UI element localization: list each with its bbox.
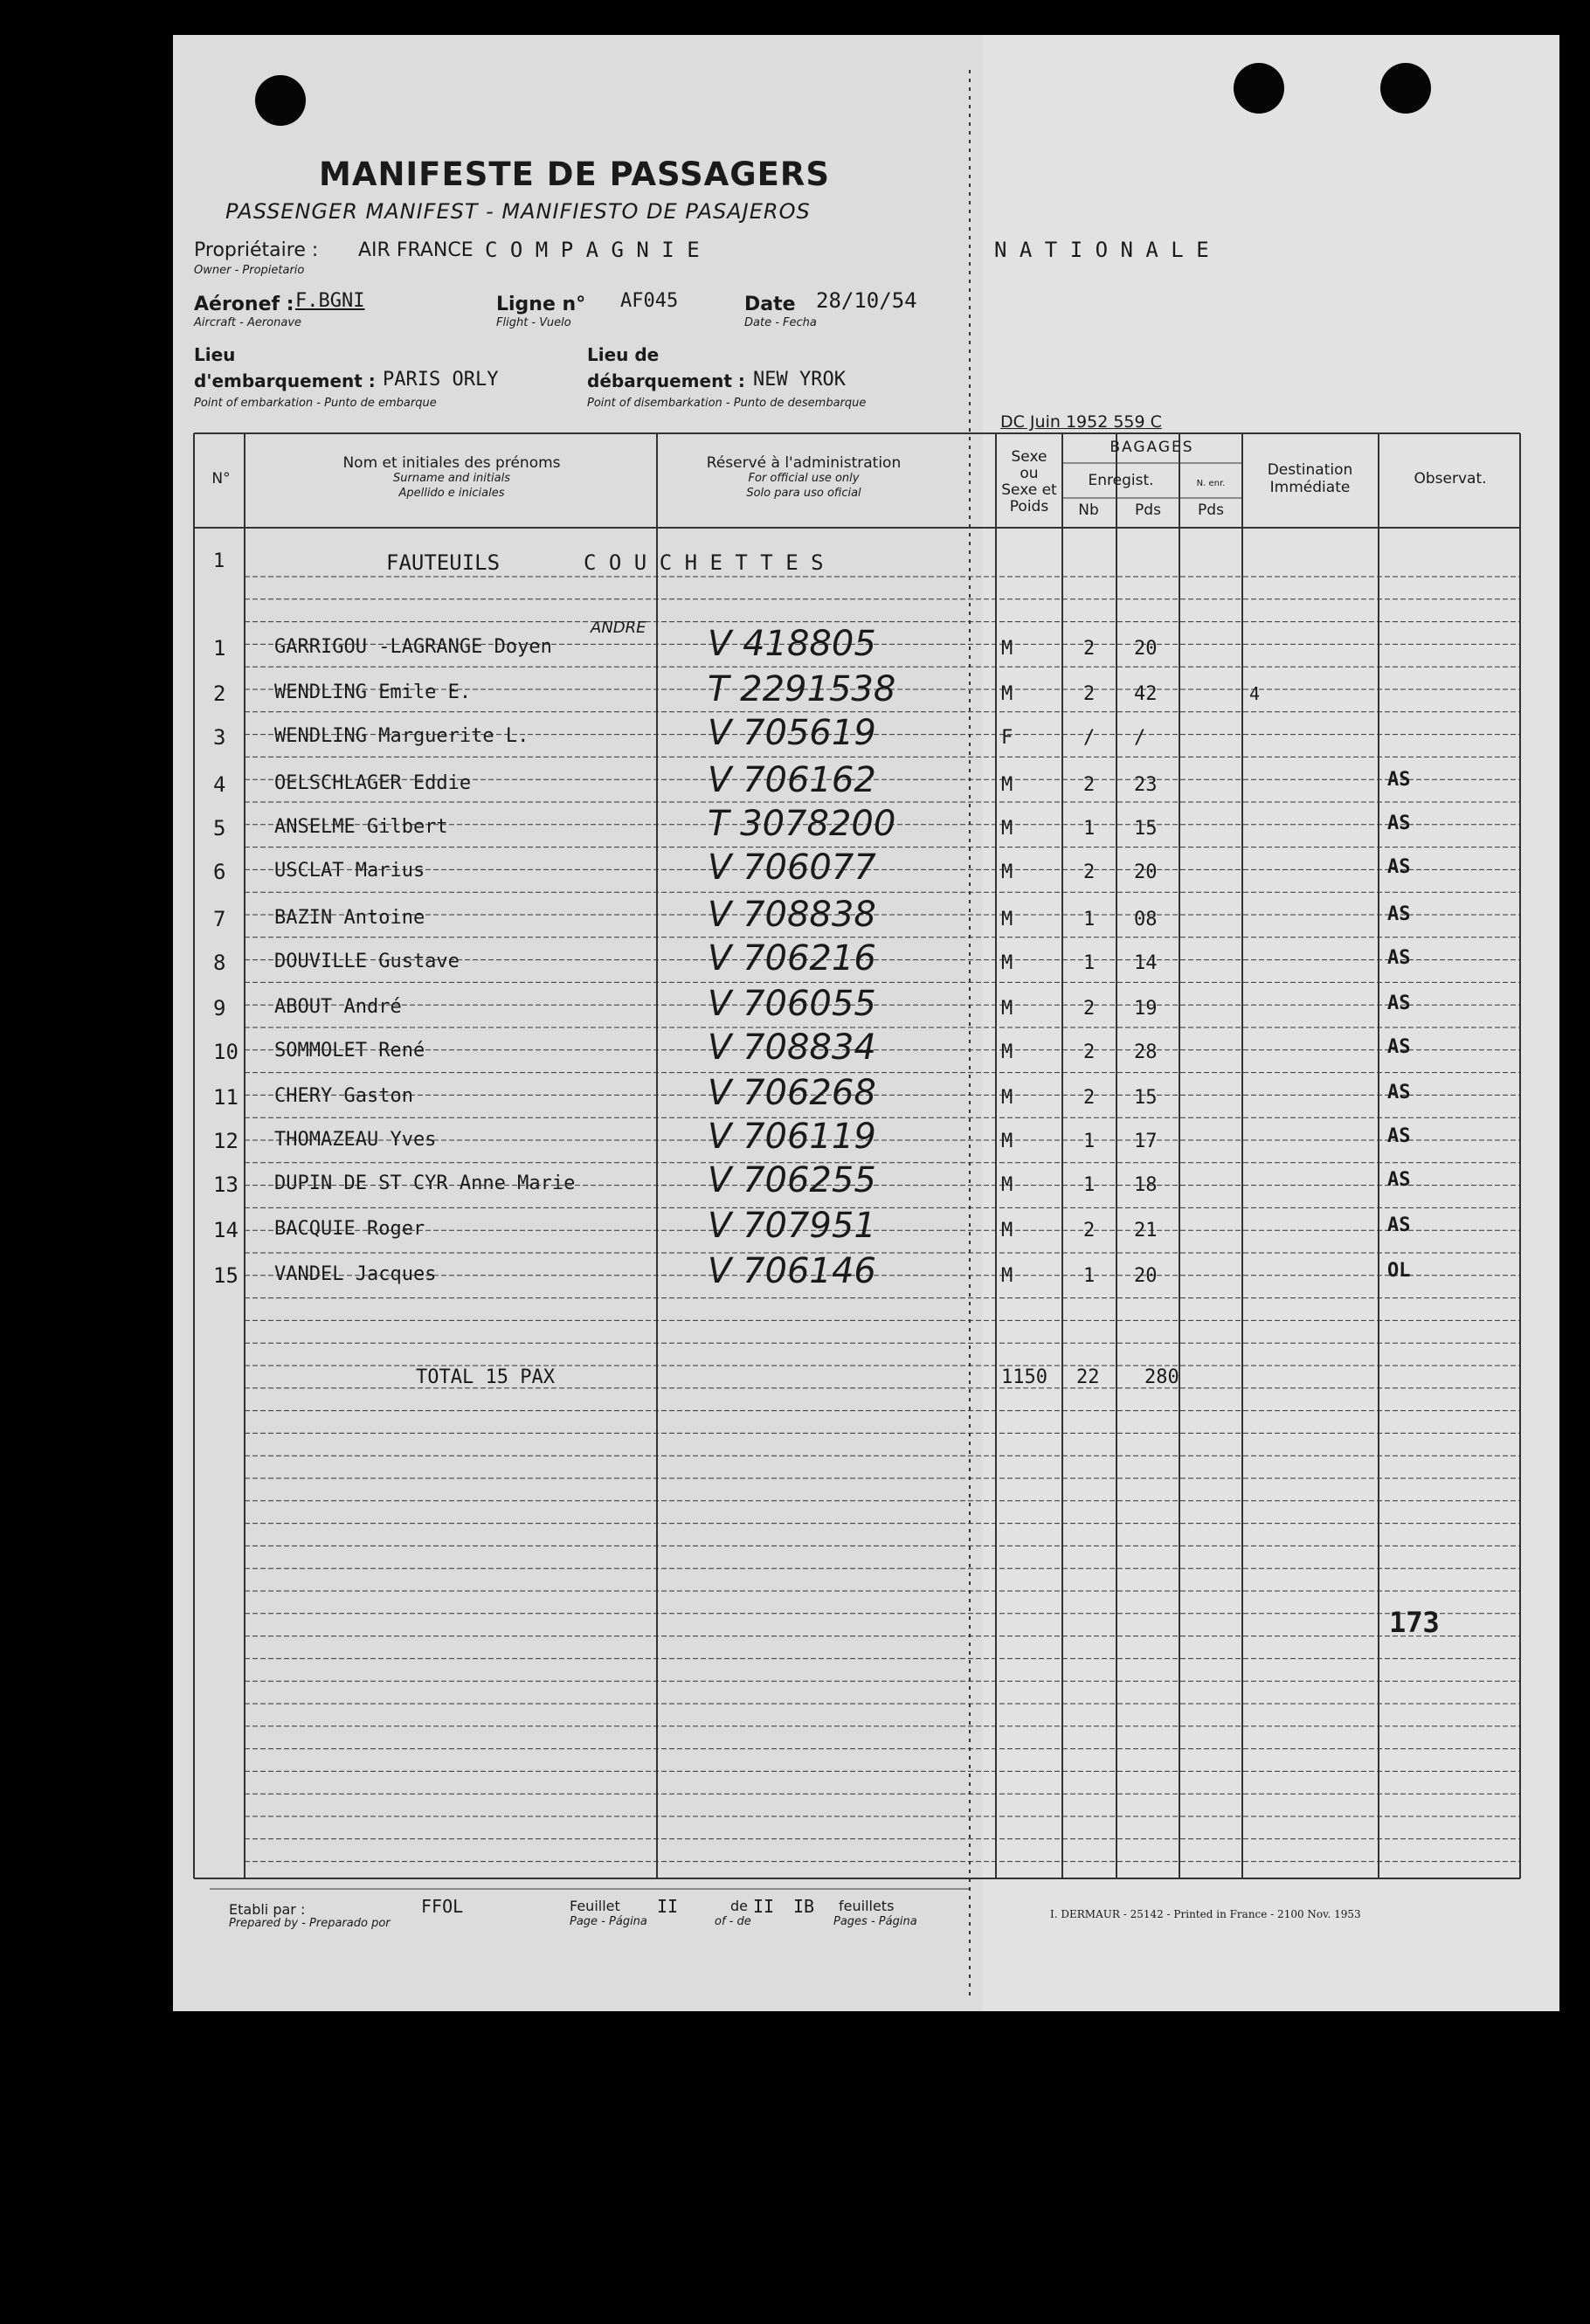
passenger-name: THOMAZEAU Yves <box>274 1129 437 1151</box>
passenger-no: 1 <box>213 636 226 661</box>
col-header-sexe-4: Poids <box>1009 498 1049 515</box>
col-header-sexe-3: Sexe et <box>1001 481 1057 499</box>
passenger-bag-count: 2 <box>1083 998 1096 1020</box>
passenger-annotation: ANDRE <box>591 619 646 637</box>
passenger-bag-weight: 20 <box>1134 1265 1158 1287</box>
passenger-name: OELSCHLAGER Eddie <box>274 772 472 794</box>
passenger-no: 3 <box>213 725 226 750</box>
passenger-bag-count: 1 <box>1083 1174 1096 1196</box>
passenger-sex: M <box>1001 774 1013 796</box>
disembark-sub: Point of disembarkation - Punto de desembarque <box>587 397 867 410</box>
passenger-name: ANSELME Gilbert <box>274 816 448 838</box>
passenger-bag-count: 2 <box>1083 1041 1096 1063</box>
total-nb: 22 <box>1076 1366 1100 1388</box>
passenger-ticket: V 705619 <box>708 713 876 753</box>
passenger-observation: AS <box>1387 1214 1411 1236</box>
passenger-ticket: V 706119 <box>708 1117 876 1157</box>
passenger-bag-weight: 14 <box>1134 952 1158 974</box>
passenger-name: GARRIGOU -LAGRANGE Doyen <box>274 636 552 658</box>
passenger-sex: M <box>1001 861 1013 883</box>
total-pds: 280 <box>1144 1366 1179 1388</box>
passenger-observation: AS <box>1387 813 1411 834</box>
passenger-no: 10 <box>213 1040 238 1064</box>
flight-label: Ligne n° <box>496 294 586 315</box>
sheet-label: Feuillet <box>570 1898 620 1914</box>
passenger-observation: AS <box>1387 1169 1411 1191</box>
embark-label-2: d'embarquement : <box>194 370 376 391</box>
passenger-bag-weight: 17 <box>1134 1131 1158 1152</box>
embark-value: PARIS ORLY <box>383 369 499 391</box>
date-value: 28/10/54 <box>816 288 917 313</box>
col-header-nb: Nb <box>1078 501 1099 519</box>
disembark-label-1: Lieu de <box>587 344 660 365</box>
sheets-label: feuillets <box>839 1898 895 1914</box>
passenger-bag-weight: / <box>1134 727 1146 749</box>
passenger-sex: M <box>1001 638 1013 660</box>
of-sub: of - de <box>715 1915 751 1928</box>
total-label: TOTAL 15 PAX <box>416 1366 555 1388</box>
passenger-ticket: V 706077 <box>708 847 876 888</box>
passenger-name: BAZIN Antoine <box>274 907 425 929</box>
col-header-sexe <box>996 449 1062 515</box>
disembark-value: NEW YROK <box>753 369 846 391</box>
passenger-sex: M <box>1001 1041 1013 1063</box>
passenger-bag-weight: 08 <box>1134 909 1158 930</box>
col-header-admin <box>660 456 948 501</box>
passenger-sex: M <box>1001 1131 1013 1152</box>
printer-imprint: I. DERMAUR - 25142 - Printed in France - 2100 Nov. 1953 <box>1050 1908 1361 1920</box>
owner-value: AIR FRANCE <box>358 239 474 261</box>
of-value: II <box>753 1896 775 1917</box>
passenger-sex: M <box>1001 998 1013 1020</box>
passenger-bag-count: 2 <box>1083 683 1096 705</box>
passenger-bag-weight: 18 <box>1134 1174 1158 1196</box>
passenger-bag-weight: 21 <box>1134 1220 1158 1242</box>
col-header-sexe-1: Sexe <box>1011 448 1047 466</box>
prepared-value: FFOL <box>421 1896 464 1917</box>
owner-value-typed: C O M P A G N I E <box>485 238 700 262</box>
passenger-name: CHERY Gaston <box>274 1085 413 1107</box>
passenger-name: WENDLING Emile E. <box>274 681 472 703</box>
col-header-sexe-2: ou <box>1020 465 1039 482</box>
passenger-ticket: V 706216 <box>708 938 876 979</box>
passenger-bag-count: 1 <box>1083 909 1096 930</box>
passenger-bag-weight: 19 <box>1134 998 1158 1020</box>
col-header-destination <box>1242 461 1378 496</box>
passenger-bag-weight: 20 <box>1134 638 1158 660</box>
passenger-no: 5 <box>213 816 226 840</box>
passenger-sex: M <box>1001 683 1013 705</box>
col-header-nr: N. enr. <box>1196 479 1226 488</box>
passenger-observation: AS <box>1387 1036 1411 1058</box>
of-label: de <box>730 1898 748 1914</box>
flight-sub: Flight - Vuelo <box>496 316 571 329</box>
passenger-name: SOMMOLET René <box>274 1040 425 1062</box>
passenger-observation: AS <box>1387 903 1411 925</box>
passenger-sex: M <box>1001 1174 1013 1196</box>
passenger-no: 7 <box>213 907 226 931</box>
passenger-sex: M <box>1001 818 1013 840</box>
col-header-name <box>246 456 657 501</box>
aircraft-value: F.BGNI <box>295 290 365 312</box>
date-sub: Date - Fecha <box>744 316 817 329</box>
sheet-value: II <box>657 1896 679 1917</box>
passenger-bag-count: 1 <box>1083 1265 1096 1287</box>
page-subtitle: PASSENGER MANIFEST - MANIFIESTO DE PASAJEROS <box>225 199 811 224</box>
passenger-no: 8 <box>213 951 226 975</box>
section-label: FAUTEUILS <box>386 550 501 575</box>
passenger-destination: 4 <box>1249 683 1261 704</box>
passenger-bag-count: 2 <box>1083 1087 1096 1109</box>
flight-value: AF045 <box>620 290 679 312</box>
passenger-ticket: T 3078200 <box>708 804 896 844</box>
passenger-ticket: V 708838 <box>708 895 876 935</box>
passenger-no: 13 <box>213 1172 238 1197</box>
passenger-no: 6 <box>213 860 226 884</box>
col-header-destination-1: Destination <box>1267 461 1353 479</box>
passenger-bag-weight: 42 <box>1134 683 1158 705</box>
passenger-sex: M <box>1001 952 1013 974</box>
owner-sub: Owner - Propietario <box>194 264 305 277</box>
passenger-sex: M <box>1001 1087 1013 1109</box>
passenger-no: 9 <box>213 996 226 1020</box>
passenger-name: WENDLING Marguerite L. <box>274 725 529 747</box>
passenger-observation: AS <box>1387 856 1411 878</box>
passenger-name: ABOUT André <box>274 996 402 1018</box>
form-code: DC Juin 1952 559 C <box>1000 412 1162 432</box>
pages-sub: Pages - Página <box>833 1915 917 1928</box>
col-header-bagages: BAGAGES <box>1110 439 1194 456</box>
passenger-bag-weight: 15 <box>1134 818 1158 840</box>
section-no: 1 <box>213 550 225 572</box>
col-header-pds2: Pds <box>1198 501 1224 519</box>
passenger-no: 12 <box>213 1129 238 1153</box>
col-header-pds: Pds <box>1135 501 1161 519</box>
passenger-no: 11 <box>213 1085 238 1110</box>
col-header-enregist: Enregist. <box>1088 472 1154 489</box>
passenger-ticket: T 2291538 <box>708 669 896 709</box>
passenger-bag-count: 1 <box>1083 818 1096 840</box>
embark-label-1: Lieu <box>194 344 236 365</box>
passenger-name: DOUVILLE Gustave <box>274 951 460 972</box>
passenger-bag-count: 2 <box>1083 861 1096 883</box>
passenger-observation: AS <box>1387 1082 1411 1103</box>
passenger-bag-weight: 15 <box>1134 1087 1158 1109</box>
passenger-ticket: V 706162 <box>708 760 876 800</box>
aircraft-label: Aéronef : <box>194 294 294 315</box>
col-header-admin-sub1: For official use only <box>748 472 860 485</box>
passenger-ticket: V 706255 <box>708 1160 876 1200</box>
passenger-bag-count: 2 <box>1083 1220 1096 1242</box>
passenger-observation: AS <box>1387 1125 1411 1147</box>
total-weight: 1150 <box>1001 1366 1047 1388</box>
col-header-admin-sub2: Solo para uso oficial <box>746 487 861 500</box>
passenger-ticket: V 418805 <box>708 624 876 664</box>
passenger-sex: M <box>1001 1265 1013 1287</box>
disembark-label-2: débarquement : <box>587 370 745 391</box>
col-header-name-sub1: Surname and initials <box>393 472 510 485</box>
passenger-name: VANDEL Jacques <box>274 1263 437 1285</box>
passenger-bag-weight: 28 <box>1134 1041 1158 1063</box>
passenger-no: 4 <box>213 772 226 797</box>
col-header-no: N° <box>211 470 231 488</box>
col-header-observat: Observat. <box>1414 470 1487 488</box>
owner-label: Propriétaire : <box>194 239 319 261</box>
passenger-observation: AS <box>1387 993 1411 1014</box>
passenger-ticket: V 706268 <box>708 1073 876 1113</box>
passenger-bag-count: 1 <box>1083 952 1096 974</box>
passenger-bag-count: 1 <box>1083 1131 1096 1152</box>
passenger-observation: AS <box>1387 769 1411 791</box>
passenger-sex: M <box>1001 909 1013 930</box>
passenger-name: DUPIN DE ST CYR Anne Marie <box>274 1172 576 1194</box>
passenger-bag-weight: 20 <box>1134 861 1158 883</box>
aircraft-sub: Aircraft - Aeronave <box>194 316 302 329</box>
col-header-destination-2: Immédiate <box>1269 479 1351 496</box>
passenger-ticket: V 706055 <box>708 984 876 1024</box>
passenger-no: 15 <box>213 1263 238 1288</box>
passenger-ticket: V 707951 <box>708 1206 876 1246</box>
section-label-2: C O U C H E T T E S <box>584 550 824 575</box>
passenger-ticket: V 706146 <box>708 1251 876 1291</box>
passenger-name: BACQUIE Roger <box>274 1218 425 1240</box>
passenger-bag-weight: 23 <box>1134 774 1158 796</box>
prepared-label: Etabli par : <box>229 1901 306 1918</box>
passenger-no: 14 <box>213 1218 238 1242</box>
passenger-no: 2 <box>213 681 226 706</box>
page-title: MANIFESTE DE PASSAGERS <box>319 156 831 193</box>
passenger-ticket: V 708834 <box>708 1027 876 1068</box>
col-header-name-sub2: Apellido e iniciales <box>398 487 505 500</box>
col-header-name-label: Nom et initiales des prénoms <box>342 454 561 472</box>
prepared-sub: Prepared by - Preparado por <box>229 1917 391 1930</box>
passenger-name: USCLAT Marius <box>274 860 425 882</box>
col-header-admin-label: Réservé à l'administration <box>706 454 902 472</box>
passenger-bag-count: 2 <box>1083 638 1096 660</box>
owner-value-typed-continued: N A T I O N A L E <box>994 238 1209 262</box>
sheet-sub: Page - Página <box>570 1915 647 1928</box>
page-stamp: 173 <box>1389 1606 1440 1639</box>
passenger-observation: OL <box>1387 1260 1411 1282</box>
passenger-sex: M <box>1001 1220 1013 1242</box>
embark-sub: Point of embarkation - Punto de embarque <box>194 397 437 410</box>
sheets-value: IB <box>793 1896 815 1917</box>
passenger-sex: F <box>1001 727 1013 749</box>
passenger-observation: AS <box>1387 947 1411 969</box>
date-label: Date <box>744 294 796 315</box>
passenger-bag-count: 2 <box>1083 774 1096 796</box>
passenger-bag-count: / <box>1083 727 1096 749</box>
